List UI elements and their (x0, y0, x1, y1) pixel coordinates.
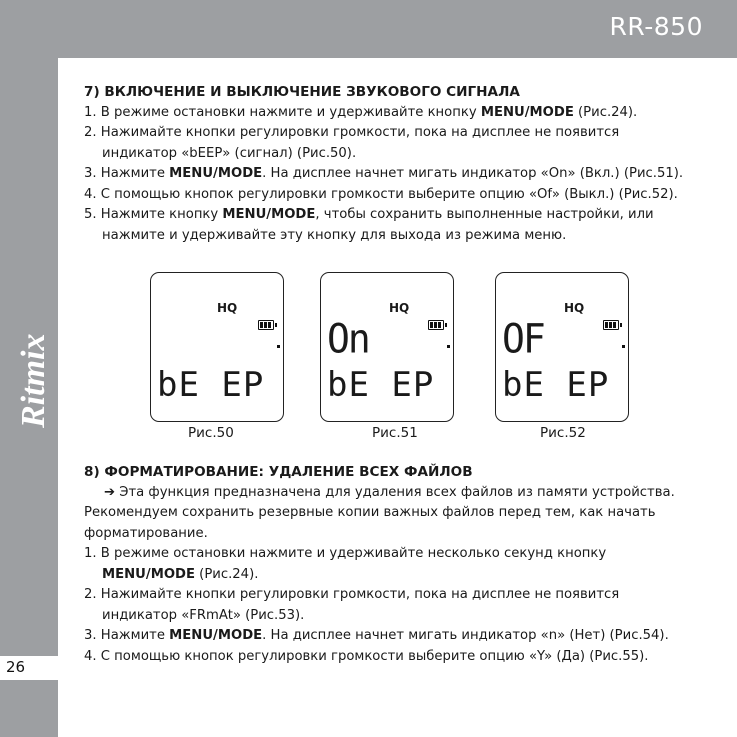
step-1: 1. В режиме остановки нажмите и удерживайте кнопку MENU/MODE (Рис.24). (84, 104, 638, 120)
hq-indicator: HQ (389, 301, 410, 315)
step-1-cont: MENU/MODE (Рис.24). (102, 566, 259, 582)
section-7 (84, 82, 714, 246)
battery-icon (258, 320, 274, 330)
indicator-dot (447, 345, 450, 348)
step-2-cont: индикатор «FRmAt» (Рис.53). (102, 607, 305, 623)
model-name: RR-850 (609, 12, 703, 41)
figures-row (0, 272, 737, 447)
battery-icon (603, 320, 619, 330)
caption-51: Рис.51 (372, 425, 418, 441)
battery-icon (428, 320, 444, 330)
lcd-big-text: On (327, 315, 369, 363)
lcd-word: bE EP (157, 365, 265, 405)
intro-line-3: форматирование. (84, 525, 208, 541)
page-number: 26 (6, 658, 26, 676)
step-4: 4. С помощью кнопок регулировки громкости выберите опцию «Of» (Выкл.) (Рис.52). (84, 186, 678, 202)
step-4: 4. С помощью кнопок регулировки громкости выберите опцию «Y» (Да) (Рис.55). (84, 648, 649, 664)
lcd-big-text: OF (502, 315, 544, 363)
intro-line-2: Рекомендуем сохранить резервные копии важных файлов перед тем, как начать (84, 505, 656, 520)
logo-text: Ritmix (15, 333, 52, 428)
lcd-figure-52 (495, 272, 629, 422)
step-5-cont: нажмите и удерживайте эту кнопку для выхода из режима меню. (102, 227, 567, 243)
step-1: 1. В режиме остановки нажмите и удерживайте несколько секунд кнопку (84, 546, 607, 561)
caption-52: Рис.52 (540, 425, 586, 441)
hq-indicator: HQ (217, 301, 238, 315)
step-2: 2. Нажимайте кнопки регулировки громкости, пока на дисплее не появится (84, 587, 620, 602)
lcd-word: bE EP (502, 365, 610, 405)
indicator-dot (277, 345, 280, 348)
indicator-dot (622, 345, 625, 348)
header-bar (0, 0, 737, 58)
step-3: 3. Нажмите MENU/MODE. На дисплее начнет мигать индикатор «On» (Вкл.) (Рис.51). (84, 166, 684, 181)
intro-line-1: ➔ Эта функция предназначена для удаления всех файлов из памяти устройства. (104, 484, 675, 500)
lcd-figure-50 (150, 272, 284, 422)
caption-50: Рис.50 (188, 425, 234, 441)
step-3: 3. Нажмите MENU/MODE. На дисплее начнет мигать индикатор «n» (Нет) (Рис.54). (84, 628, 669, 643)
lcd-word: bE EP (327, 365, 435, 405)
lcd-figure-51 (320, 272, 454, 422)
hq-indicator: HQ (564, 301, 585, 315)
step-2: 2. Нажимайте кнопки регулировки громкости, пока на дисплее не появится (84, 125, 620, 140)
step-5: 5. Нажмите кнопку MENU/MODE, чтобы сохранить выполненные настройки, или (84, 207, 654, 222)
section-7-title: 7) ВКЛЮЧЕНИЕ И ВЫКЛЮЧЕНИЕ ЗВУКОВОГО СИГНАЛА (84, 84, 520, 100)
arrow-icon: ➔ (104, 484, 116, 500)
section-8-title: 8) ФОРМАТИРОВАНИЕ: УДАЛЕНИЕ ВСЕХ ФАЙЛОВ (84, 464, 473, 480)
section-8 (84, 462, 714, 667)
step-2-cont: индикатор «bEEP» (сигнал) (Рис.50). (102, 145, 357, 161)
